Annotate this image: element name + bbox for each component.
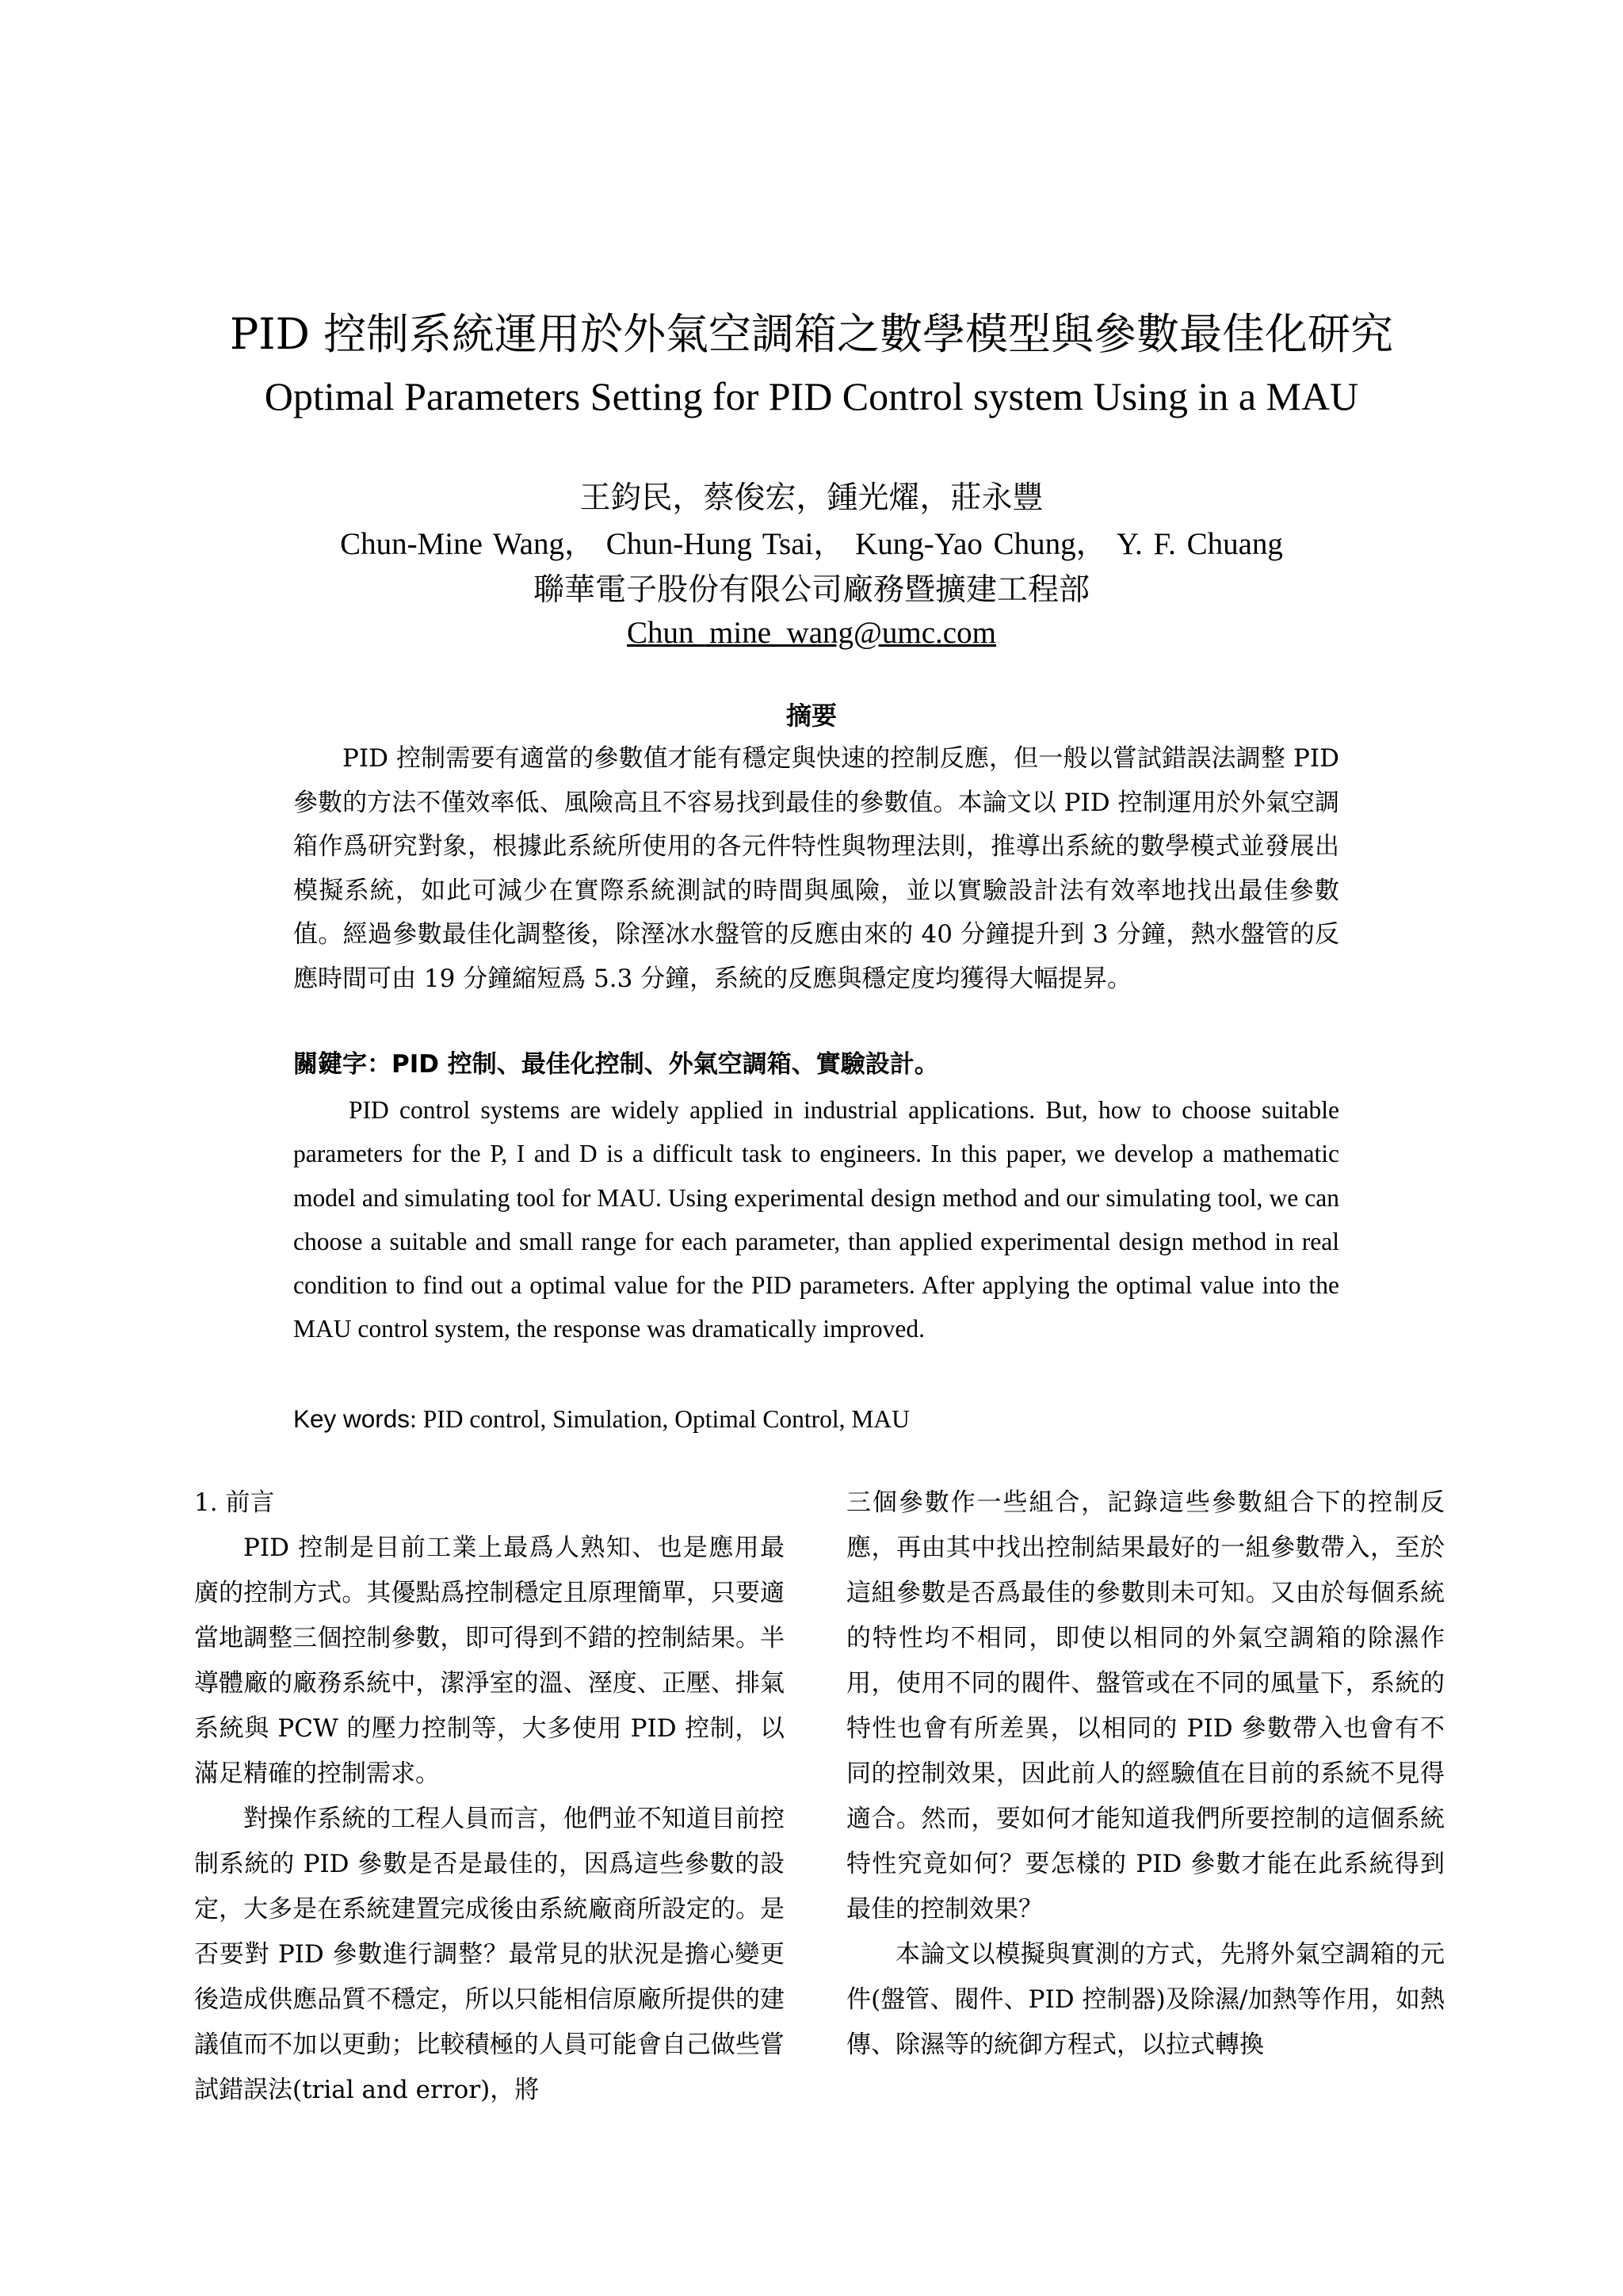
body-paragraph: 對操作系統的工程人員而言，他們並不知道目前控制系統的 PID 參數是否是最佳的，因爲這些參數的設定，大多是在系統建置完成後由系統廠商所設定的。是否要對 PID 參數進行調整？最常見的狀況是擔心變更後造成供應品質不穩定，所以只能相信原廠所提供的建議值而不加以更動；比較積極的人員可能會自己做些嘗試錯誤法(trial and error)，將 — [194, 1805, 785, 2104]
body-paragraph: 三個參數作一些組合，記錄這些參數組合下的控制反應，再由其中找出控制結果最好的一組參數帶入，至於這組參數是否爲最佳的參數則未可知。又由於每個系統的特性均不相同，即使以相同的外氣空調箱的除濕作用，使用不同的閥件、盤管或在不同的風量下，系統的特性也會有所差異，以相同的 PID 參數帶入也會有不同的控制效果，因此前人的經驗值在目前的系統不見得適合。然而，要如何才能知道我們所要控制的這個系統特性究竟如何？要怎樣的 PID 參數才能在此系統得到最佳的控制效果？ — [846, 1488, 1445, 1924]
authors-chinese: 王鈞民，蔡俊宏，鍾光燿，莊永豐 — [579, 480, 1044, 516]
abstract-english: PID control systems are widely applied in industrial applications. But, how to choose suitable parameters for the P, I and D is a difficult task to engineers. In this paper, we develop a mathematic model and simulating tool for MAU. Using experimental design method and our simulating tool, we can choose a suitable and small range for each parameter, than applied experimental design method in real condition to find out a optimal value for the PID parameters. After applying the optimal value into the MAU control system, the response was dramatically improved. — [293, 1096, 1339, 1343]
keywords-english — [293, 1397, 1339, 1441]
author-email: Chun_mine_wang@umc.com — [627, 616, 996, 650]
title-english: Optimal Parameters Setting for PID Control system Using in a MAU — [264, 374, 1359, 418]
keywords-english-label: Key words — [293, 1404, 411, 1433]
section-heading-introduction: 1. 前言 — [194, 1488, 275, 1517]
body-paragraph: PID 控制是目前工業上最爲人熟知、也是應用最廣的控制方式。其優點爲控制穩定且原理簡單，只要適當地調整三個控制參數，即可得到不錯的控制結果。半導體廠的廠務系統中，潔淨室的溫、溼度、正壓、排氣系統與 PCW 的壓力控制等，大多使用 PID 控制，以滿足精確的控制需求。 — [194, 1534, 785, 1788]
authors-english: Chun-Mine Wang， Chun-Hung Tsai， Kung-Yao Chung， Y. F. Chuang — [340, 527, 1283, 561]
body-column-left — [194, 1480, 785, 2113]
body-paragraph: 本論文以模擬與實測的方式，先將外氣空調箱的元件(盤管、閥件、PID 控制器)及除濕/加熱等作用，如熱傳、除濕等的統御方程式，以拉式轉換 — [846, 1940, 1445, 2059]
title-chinese: PID 控制系統運用於外氣空調箱之數學模型與參數最佳化研究 — [229, 309, 1394, 359]
keywords-chinese: 關鍵字：PID 控制、最佳化控制、外氣空調箱、實驗設計。 — [293, 1050, 939, 1079]
abstract-chinese: PID 控制需要有適當的參數值才能有穩定與快速的控制反應，但一般以嘗試錯誤法調整 PID 參數的方法不僅效率低、風險高且不容易找到最佳的參數值。本論文以 PID 控制運用於外氣空調箱作爲研究對象，根據此系統所使用的各元件特性與物理法則，推導出系統的數學模式並發展出模擬系統，如此可減少在實際系統測試的時間與風險，並以實驗設計法有效率地找出最佳參數值。經過參數最佳化調整後，除溼冰水盤管的反應由來的 40 分鐘提升到 3 分鐘，熱水盤管的反應時間可由 19 分鐘縮短爲 5.3 分鐘，系統的反應與穩定度均獲得大幅提昇。 — [293, 744, 1339, 993]
body-column-right — [846, 1480, 1445, 2068]
abstract-heading: 摘要 — [785, 701, 837, 731]
keywords-english-list: : PID control, Simulation, Optimal Control, MAU — [410, 1405, 910, 1433]
affiliation: 聯華電子股份有限公司廠務暨擴建工程部 — [533, 572, 1090, 608]
